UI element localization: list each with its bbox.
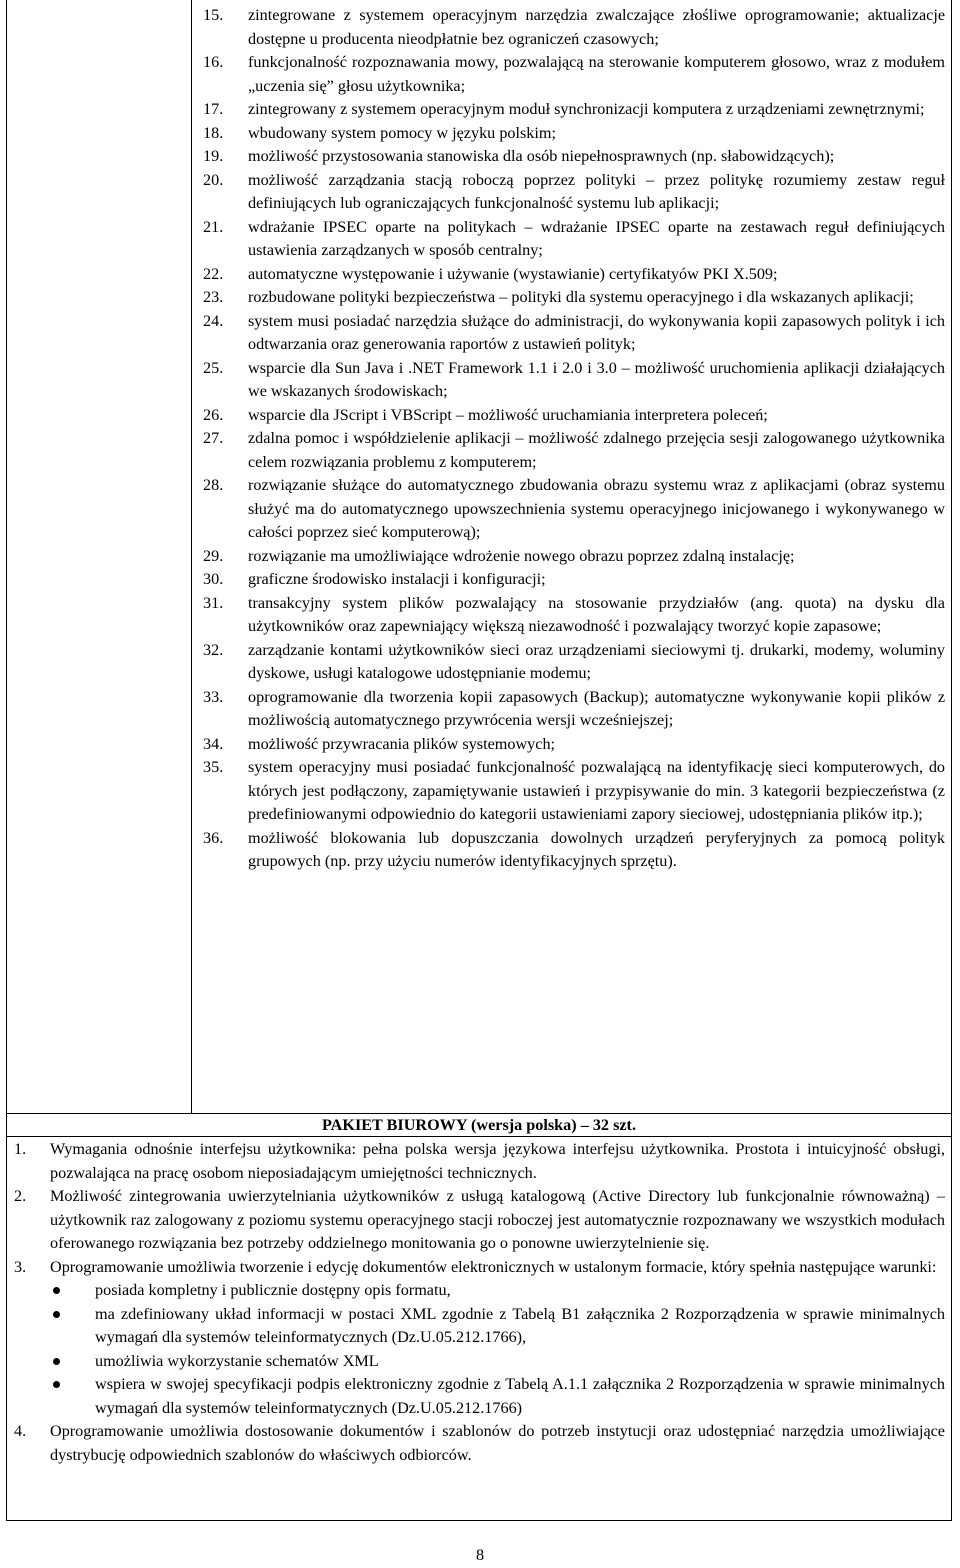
os-requirements-list: [203, 4, 945, 874]
item-text: możliwość blokowania lub dopuszczania dowolnych urządzeń peryferyjnych za pomocą polityk grupowych (np. przy użyciu numerów identyfikacyjnych sprzętu).: [248, 828, 945, 870]
list-item: [203, 592, 945, 639]
item-text: rozwiązanie służące do automatycznego zbudowania obrazu systemu wraz z aplikacjami (obraz systemu służyć ma do automatycznego upowszechnienia systemu operacyjnego inicjowanego i wykonywanego w całości poprzez sieć komputerową);: [248, 476, 945, 541]
list-item: [203, 263, 945, 287]
bullet-item: [50, 1373, 945, 1420]
bullet-icon: [50, 1350, 95, 1374]
list-item: [203, 357, 945, 404]
item-number: 31.: [203, 593, 224, 612]
format-conditions-list: [50, 1279, 945, 1420]
item-text: graficzne środowisko instalacji i konfiguracji;: [248, 570, 546, 588]
item-number: 19.: [203, 147, 224, 165]
item-text: transakcyjny system plików pozwalający na stosowanie przydziałów (ang. quota) na dysku dla użytkowników oraz zapewniający większą niezawodność i pozwalający tworzyć kopie zapasowe;: [248, 593, 945, 635]
item-number: 15.: [203, 6, 224, 24]
bullet-text: posiada kompletny i publicznie dostępny opis formatu,: [95, 1281, 451, 1299]
item-number: 20.: [203, 170, 224, 189]
item-number: 34.: [203, 734, 224, 753]
item-text: zdalna pomoc i współdzielenie aplikacji – możliwość zdalnego przejęcia sesji zalogowanego użytkownika celem rozwiązania problemu z komputerem;: [248, 429, 945, 471]
list-item: [203, 98, 945, 122]
item-number: 35.: [203, 758, 224, 776]
item-text: Oprogramowanie umożliwia dostosowanie dokumentów i szablonów do potrzeb instytucji oraz udostępniać narzędzia umożliwiające dystrybucję odpowiednich szablonów do właściwych odbiorców.: [50, 1422, 945, 1464]
list-item: [203, 474, 945, 545]
item-text: funkcjonalność rozpoznawania mowy, pozwalającą na sterowanie komputerem głosowo, wraz z modułem „uczenia się” głosu użytkownika;: [248, 53, 945, 95]
bullet-item: [50, 1279, 945, 1303]
list-item: [203, 122, 945, 146]
item-number: 27.: [203, 429, 224, 447]
item-number: 32.: [203, 640, 224, 659]
list-item: [203, 216, 945, 263]
item-number: 25.: [203, 358, 224, 377]
item-text: Wymagania odnośnie interfejsu użytkownika: pełna polska wersja językowa interfejsu użytkownika. Prostota i intuicyjność obsługi, pozwalająca na pracę osobom nieposiadającym umiejętności technicznych.: [50, 1140, 945, 1182]
bullet-icon: [50, 1279, 95, 1303]
item-number: 18.: [203, 123, 224, 142]
bullet-item: [50, 1350, 945, 1374]
item-number: 29.: [203, 546, 224, 565]
item-number: 28.: [203, 476, 224, 494]
item-number: 30.: [203, 570, 224, 588]
item-text: wbudowany system pomocy w języku polskim;: [248, 123, 556, 142]
list-item: [203, 404, 945, 428]
bullet-text: umożliwia wykorzystanie schematów XML: [95, 1351, 379, 1370]
item-text: wsparcie dla JScript i VBScript – możliwość uruchamiania interpretera poleceń;: [248, 405, 768, 424]
list-item: [203, 169, 945, 216]
bullet-text: wspiera w swojej specyfikacji podpis elektroniczny zgodnie z Tabelą A.1.1 załącznika 2 Rozporządzenia w sprawie minimalnych wymagań dla systemów teleinformatycznych (Dz.U.05.212.1766): [95, 1375, 945, 1417]
list-item: [203, 145, 945, 169]
item-text: wdrażanie IPSEC oparte na politykach – wdrażanie IPSEC oparte na zestawach reguł definiujących ustawienia zarządzanych w sposób centralny;: [248, 217, 945, 259]
item-number: 4.: [14, 1422, 27, 1440]
item-text: automatyczne występowanie i używanie (wystawianie) certyfikatyów PKI X.509;: [248, 264, 778, 283]
item-text: zintegrowany z systemem operacyjnym moduł synchronizacji komputera z urządzeniami zewnętrznymi;: [248, 100, 925, 118]
list-item: [14, 1185, 945, 1256]
item-number: 1.: [14, 1140, 27, 1158]
list-item: [203, 51, 945, 98]
item-text: Oprogramowanie umożliwia tworzenie i edycję dokumentów elektronicznych w ustalonym formacie, który spełnia następujące warunki:: [50, 1257, 937, 1276]
bullet-icon: [50, 1303, 95, 1350]
item-text: oprogramowanie dla tworzenia kopii zapasowych (Backup); automatyczne wykonywanie kopii plików z możliwością automatycznego przywrócenia wersji wcześniejszej;: [248, 687, 945, 729]
list-item: [203, 639, 945, 686]
item-number: 24.: [203, 311, 224, 330]
list-item: [203, 686, 945, 733]
item-number: 26.: [203, 405, 224, 424]
item-text: możliwość przywracania plików systemowych;: [248, 734, 556, 753]
item-number: 22.: [203, 264, 224, 283]
bullet-text: ma zdefiniowany układ informacji w postaci XML zgodnie z Tabelą B1 załącznika 2 Rozporządzenia w sprawie minimalnych wymagań dla systemów teleinformatycznych (Dz.U.05.212.1766),: [95, 1304, 945, 1346]
item-number: 23.: [203, 288, 224, 306]
list-item: [203, 568, 945, 592]
item-number: 33.: [203, 687, 224, 706]
item-text: rozwiązanie ma umożliwiające wdrożenie nowego obrazu poprzez zdalną instalację;: [248, 546, 795, 565]
item-number: 21.: [203, 217, 224, 236]
item-text: zarządzanie kontami użytkowników sieci oraz urządzeniami sieciowymi tj. drukarki, modemy, woluminy dyskowe, usługi katalogowe udostępnianie modemu;: [248, 640, 945, 682]
bullet-icon: [50, 1373, 95, 1420]
item-text: rozbudowane polityki bezpieczeństwa – polityki dla systemu operacyjnego i dla wskazanych aplikacji;: [248, 288, 914, 306]
list-item: [14, 1420, 945, 1467]
list-item: [203, 756, 945, 827]
list-item: [203, 286, 945, 310]
item-text: zintegrowane z systemem operacyjnym narzędzia zwalczające złośliwe oprogramowanie; aktualizacje dostępne u producenta nieodpłatnie bez ograniczeń czasowych;: [248, 6, 945, 48]
list-item: [14, 1138, 945, 1185]
item-number: 17.: [203, 100, 224, 118]
list-item: [203, 310, 945, 357]
list-item: [203, 733, 945, 757]
section-header: PAKIET BIUROWY (wersja polska) – 32 szt.: [6, 1113, 952, 1137]
item-text: wsparcie dla Sun Java i .NET Framework 1.1 i 2.0 i 3.0 – możliwość uruchomienia aplikacji działających we wskazanych środowiskach;: [248, 358, 945, 400]
item-number: 3.: [14, 1257, 27, 1276]
item-text: system musi posiadać narzędzia służące do administracji, do wykonywania kopii zapasowych polityk i ich odtwarzania oraz generowania raportów z ustawień polityk;: [248, 311, 945, 353]
list-item: [203, 427, 945, 474]
item-number: 36.: [203, 828, 224, 847]
list-item: [203, 827, 945, 874]
item-number: 16.: [203, 53, 224, 71]
bullet-item: [50, 1303, 945, 1350]
item-text: możliwość zarządzania stacją roboczą poprzez polityki – przez politykę rozumiemy zestaw reguł definiujących lub ograniczających funkcjonalność systemu lub aplikacji;: [248, 170, 945, 212]
item-text: Możliwość zintegrowania uwierzytelniania użytkowników z usługą katalogową (Active Directory lub funkcjonalnie równoważną) – użytkownik raz zalogowany z poziomu systemu operacyjnego stacji roboczej jest automatycznie rozpoznawany we wszystkich modułach oferowanego rozwiązania bez potrzeby oddzielnego monitowania go o ponowne uwierzytelnienie się.: [50, 1187, 945, 1252]
list-item: [203, 545, 945, 569]
list-item: [203, 4, 945, 51]
page-number: 8: [475, 1546, 485, 1564]
item-number: 2.: [14, 1187, 27, 1205]
list-item: [14, 1256, 945, 1280]
table-left-column: [6, 0, 192, 1113]
item-text: system operacyjny musi posiadać funkcjonalność pozwalającą na identyfikację sieci komputerowych, do których jest podłączony, zapamiętywanie ustawień i przypisywanie do min. 3 kategorii bezpieczeństwa (z predefiniowanymi odpowiednio do kategorii ustawieniami zapory sieciowej, udostępniania plików itp.);: [248, 758, 945, 823]
office-requirements-list: [14, 1138, 945, 1467]
item-text: możliwość przystosowania stanowiska dla osób niepełnosprawnych (np. słabowidzących);: [248, 147, 835, 165]
